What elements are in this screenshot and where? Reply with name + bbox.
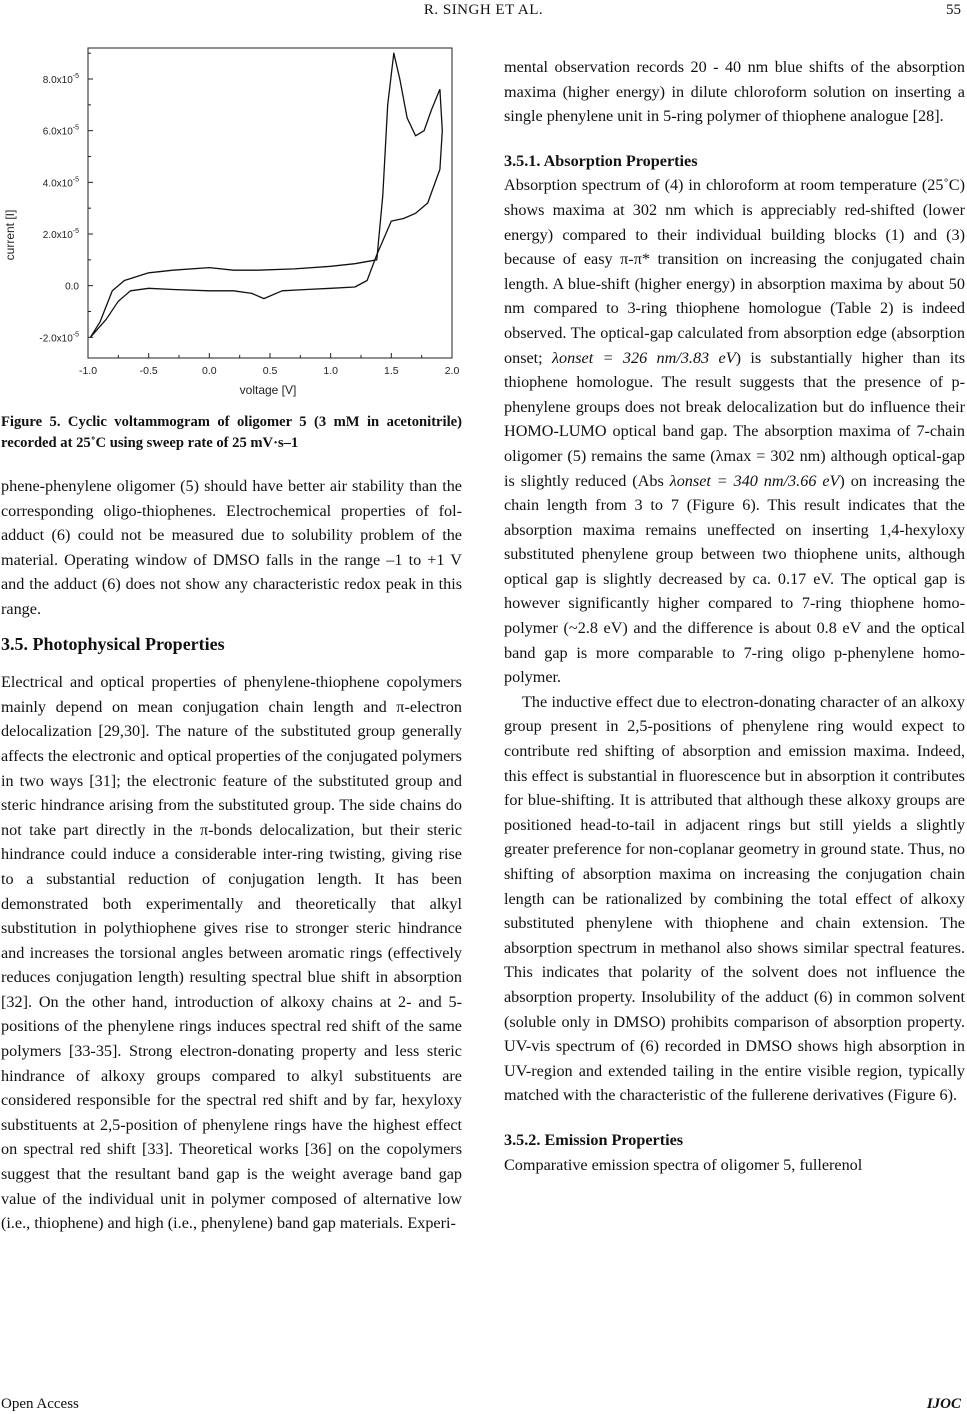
cv-trace-reverse bbox=[90, 89, 442, 337]
figure-caption-text: Figure 5. Cyclic voltammogram of oligomer 5 (3 mM in acetonitrile) recorded at 25˚C using sweep rate of 25 mV·s–1 bbox=[1, 414, 462, 451]
paragraph: mental observation records 20 - 40 nm blue shifts of the absorption maxima (higher energy) in dilute chloroform solution on inserting a single phenylene unit in 5-ring polymer of thiophene analogue [28]. bbox=[504, 58, 965, 126]
page-header bbox=[0, 2, 967, 26]
running-head: R. SINGH ET AL. bbox=[423, 2, 544, 18]
y-tick-label: $-2.0x10^{-5}$ bbox=[39, 331, 79, 345]
page-number: 55 bbox=[946, 2, 961, 18]
footer-journal: IJOC bbox=[926, 1396, 961, 1412]
y-tick-label: $6.0x10^{-5}$ bbox=[42, 124, 79, 138]
chart-ticks bbox=[39, 53, 459, 377]
equation: λonset = 340 nm/3.66 eV bbox=[669, 471, 840, 490]
paragraph-text: ) is substantially higher than its thiophene homologue. The result suggests that the presence of p-phenylene groups does not break delocalization but do influence their HOMO-LUMO optical band gap. The absorption maxima of 7-chain oligomer (5) remains the same (λmax = 302 nm) although optical-gap is slightly reduced (Abs bbox=[504, 348, 965, 490]
x-tick-label: 1.0 bbox=[323, 365, 338, 377]
x-tick-label: 2.0 bbox=[444, 365, 460, 377]
x-tick-label: 1.5 bbox=[384, 365, 399, 377]
x-tick-label: 0.0 bbox=[202, 365, 217, 377]
footer-open-access: Open Access bbox=[1, 1396, 79, 1412]
section-heading: 3.5. Photophysical Properties bbox=[1, 633, 225, 654]
y-tick-label: $2.0x10^{-5}$ bbox=[42, 228, 79, 241]
x-tick-label: 0.5 bbox=[262, 365, 278, 377]
y-tick-label: $8.0x10^{-5}$ bbox=[42, 73, 79, 86]
subsection-heading: 3.5.1. Absorption Properties bbox=[504, 151, 698, 170]
cyclic-voltammogram-chart bbox=[0, 40, 470, 405]
plot-frame bbox=[88, 48, 452, 358]
chart-series bbox=[90, 53, 442, 337]
paragraph: phene-phenylene oligomer (5) should have better air stability than the corresponding oligo-thiophenes. Electrochemical properties of fol-adduct (6) could not be measured due to solubility problem of the material. Operating window of DMSO falls in the range –1 to +1 V and the adduct (6) does not show any characteristic redox peak in this range. bbox=[1, 477, 462, 618]
chart-axes bbox=[88, 48, 452, 358]
x-tick-label: -0.5 bbox=[139, 365, 158, 377]
right-column bbox=[504, 55, 965, 1177]
paragraph: Comparative emission spectra of oligomer 5, fullerenol bbox=[504, 1155, 863, 1174]
figure-caption bbox=[1, 412, 462, 454]
cv-trace-forward bbox=[90, 53, 440, 337]
paragraph bbox=[504, 173, 965, 689]
paragraph: Electrical and optical properties of phenylene-thiophene copolymers mainly depend on mean conjugation chain length and π-electron delocalization [29,30]. The nature of the substituted group generally affects the electronic and optical properties of the conjugated polymers in two ways [31]; the electronic feature of the substituted group and steric hindrance arising from the substituted group. The side chains do not take part directly in the π-bonds delocalization, but their steric hindrance could induce a considerable inter-ring twisting, giving rise to a substantial reduction of conjugation length. It has been demonstrated both experimentally and theoretically that alkyl substitution in polythiophene gives rise to stronger steric hindrance and increases the torsional angles between aromatic rings (effectively reduces conjugation length) resulting spectral blue shift in absorption [32]. On the other hand, introduction of alkoxy chains at 2- and 5-positions of the phenylene rings induces spectral red shift of the same polymers [33-35]. Strong electron-donating property and less steric hindrance of alkoxy groups compared to alkyl substituents are considered responsible for the spectral red shift and by far, hexyloxy substituents at 2,5-position of phenylene rings have the highest effect on spectral red shift [33]. Theoretical works [36] on the copolymers suggest that the resultant band gap is the weight average band gap value of the individual unit in polymer composed of alternative low (i.e., thiophene) and high (i.e., phenylene) band gap materials. Experi- bbox=[1, 673, 462, 1233]
left-column bbox=[1, 474, 462, 1236]
paragraph-text: Absorption spectrum of (4) in chloroform at room temperature (25˚C) shows maxima at 302 nm which is appreciably red-shifted (lower energy) compared to their individual building blocks (1) and (3) because of easy π-π* transition on increasing the conjugated chain length. A blue-shift (higher energy) in absorption maxima by about 50 nm compared to 3-ring thiophene homologue (Table 2) is indeed observed. The optical-gap calculated from absorption edge (absorption onset; bbox=[504, 176, 965, 367]
equation: λonset = 326 nm/3.83 eV bbox=[552, 348, 736, 367]
y-tick-label: 0.0 bbox=[65, 281, 79, 293]
x-tick-label: -1.0 bbox=[78, 365, 98, 377]
y-axis-label: current [I] bbox=[3, 209, 17, 261]
y-tick-label: $4.0x10^{-5}$ bbox=[42, 176, 79, 190]
paragraph: The inductive effect due to electron-donating character of an alkoxy group present in 2,5-positions of phenylene ring would expect to contribute red shifting of absorption and emission maxima. Indeed, this effect is substantial in fluorescence but in absorption it contributes for blue-shifting. It is attributed that although these alkoxy groups are positioned head-to-tail in adjacent rings but still yields a slightly greater preference for non-coplanar geometry in ground state. Thus, no shifting of absorption maxima on increasing the conjugation chain length can be rationalized by combining the total effect of alkoxy substituted phenylene with thiophene and chain extension. The absorption spectrum in methanol also shows similar spectral features. This indicates that polarity of the solvent does not influence the absorption property. Insolubility of the adduct (6) in common solvent (soluble only in DMSO) prohibits comparison of absorption property. UV-vis spectrum of (6) recorded in DMSO shows high absorption in UV-region and extended tailing in the entire visible region, typically matched with the characteristic of the fullerene derivatives (Figure 6). bbox=[504, 692, 965, 1105]
x-axis-label: voltage [V] bbox=[239, 383, 297, 397]
paragraph-text: ) on increasing the chain length from 3 to 7 (Figure 6). This result indicates that the absorption maxima remains uneffected on inserting 1,4-hexyloxy substituted phenylene group between two thiophene units, although optical gap is slightly decreased by ca. 0.17 eV. The optical gap is however significantly higher compared to 7-ring thiophene homo-polymer (~2.8 eV) and the difference is about 0.8 eV and the optical band gap is more comparable to 7-ring oligo p-phenylene homo-polymer. bbox=[504, 471, 965, 687]
subsection-heading: 3.5.2. Emission Properties bbox=[504, 1130, 684, 1149]
